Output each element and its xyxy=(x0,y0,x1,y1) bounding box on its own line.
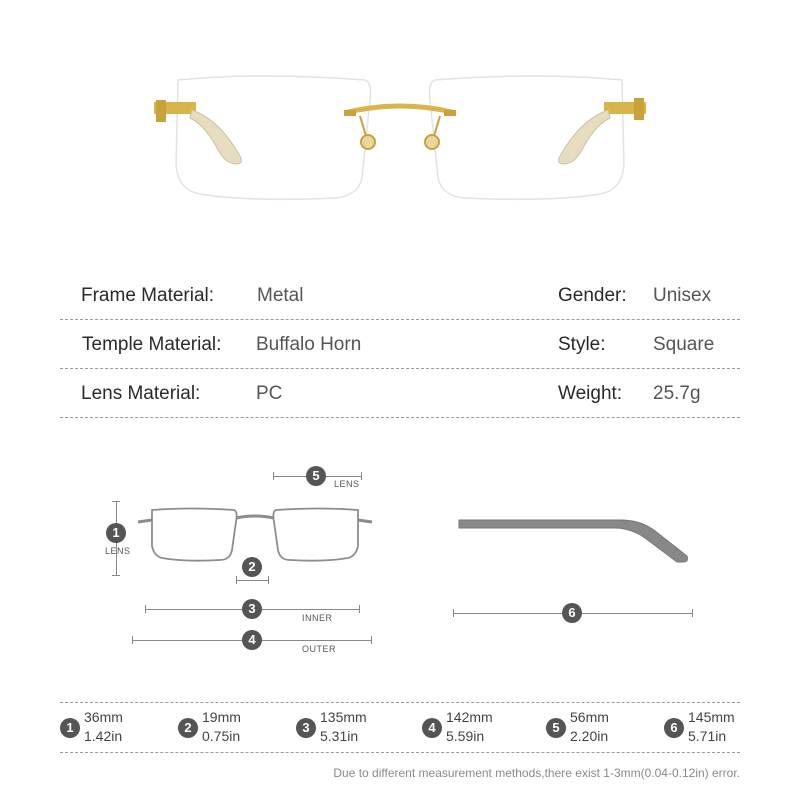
spec-row-lens-material xyxy=(60,369,740,418)
spec-label: Frame Material: xyxy=(81,285,215,306)
measurement-mm: 36mm xyxy=(84,709,123,725)
measurement-inch: 5.71in xyxy=(688,728,727,744)
measurement-inch: 0.75in xyxy=(202,728,241,744)
marker-4: 4 xyxy=(242,630,262,650)
measurement-mm: 56mm xyxy=(570,709,609,725)
measurement-mm: 142mm xyxy=(446,709,493,725)
spec-label: Gender: xyxy=(558,285,627,306)
tick xyxy=(273,472,274,480)
outer-label: OUTER xyxy=(302,644,336,654)
spec-value: Unisex xyxy=(653,285,712,306)
marker-6: 6 xyxy=(562,603,582,623)
measurement-number: 2 xyxy=(178,718,198,738)
tick xyxy=(453,609,454,617)
tick xyxy=(361,472,362,480)
measurements-top-divider xyxy=(60,702,740,703)
measurement-number: 5 xyxy=(546,718,566,738)
spec-value: 25.7g xyxy=(653,383,701,404)
tick xyxy=(236,576,237,584)
spec-label: Weight: xyxy=(558,383,623,404)
measurement-number: 4 xyxy=(422,718,442,738)
spec-value: PC xyxy=(256,383,283,404)
lens-label-side: LENS xyxy=(105,546,131,556)
spec-label: Temple Material: xyxy=(82,334,222,355)
measurement-mm: 145mm xyxy=(688,709,735,725)
measurement-inch: 5.59in xyxy=(446,728,485,744)
lens-label-top: LENS xyxy=(334,479,360,489)
spec-label: Lens Material: xyxy=(81,383,201,404)
glasses-product-photo xyxy=(140,60,660,210)
measurement-number: 1 xyxy=(60,718,80,738)
marker-2: 2 xyxy=(242,557,262,577)
marker-1: 1 xyxy=(106,523,126,543)
tick xyxy=(112,501,120,502)
spec-row-frame-material xyxy=(60,271,740,320)
spec-value: Buffalo Horn xyxy=(256,334,362,355)
tick xyxy=(268,576,269,584)
tick xyxy=(132,636,133,644)
tick xyxy=(359,605,360,613)
tick xyxy=(145,605,146,613)
marker-5: 5 xyxy=(306,466,326,486)
measurement-disclaimer: Due to different measurement methods,there exist 1-3mm(0.04-0.12in) error. xyxy=(333,766,740,780)
spec-row-temple-material xyxy=(60,320,740,369)
tick xyxy=(112,575,120,576)
tick xyxy=(371,636,372,644)
tick xyxy=(692,609,693,617)
spec-value: Square xyxy=(653,334,715,355)
measurement-inch: 2.20in xyxy=(570,728,609,744)
measurement-number: 3 xyxy=(296,718,316,738)
measurement-inch: 1.42in xyxy=(84,728,123,744)
measurement-mm: 19mm xyxy=(202,709,241,725)
measurement-mm: 135mm xyxy=(320,709,367,725)
side-view-temple-diagram xyxy=(455,512,695,567)
spec-label: Style: xyxy=(558,334,606,355)
measurement-number: 6 xyxy=(664,718,684,738)
bridge-width-line xyxy=(236,580,268,581)
measurements-bottom-divider xyxy=(60,752,740,753)
marker-3: 3 xyxy=(242,599,262,619)
inner-label: INNER xyxy=(302,613,333,623)
spec-value: Metal xyxy=(257,285,304,306)
measurement-inch: 5.31in xyxy=(320,728,359,744)
